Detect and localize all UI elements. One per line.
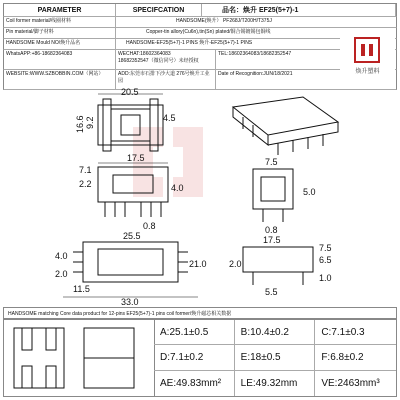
core-data-section bbox=[3, 319, 397, 397]
company-logo bbox=[340, 34, 395, 82]
dim-33-0: 33.0 bbox=[121, 297, 139, 307]
dim-9-2: 9.2 bbox=[85, 116, 95, 129]
dim-5-0: 5.0 bbox=[303, 187, 316, 197]
core-data-title: HANDSOME matching Core data product for 12-pins EF25(5+7)-1 pins coil former/焕升磁芯相关数据 bbox=[3, 307, 397, 319]
header-specification: SPECIFCATION bbox=[116, 4, 202, 16]
row-coil-material bbox=[3, 17, 397, 28]
dim-0-8-side: 0.8 bbox=[265, 225, 278, 235]
core-parameter-grid bbox=[154, 320, 396, 396]
header-product-name: 品名：焕升 EF25(5+7)-1 bbox=[202, 4, 396, 16]
date-of-recognition: Date of Recognition:JUN/18/2021 bbox=[218, 71, 293, 77]
core-ae: AE:49.83mm² bbox=[154, 371, 235, 396]
logo-icon bbox=[352, 36, 382, 64]
dim-4-0-b: 4.0 bbox=[55, 251, 68, 261]
label-coil-material: Coil former material/线圈材料 bbox=[4, 17, 116, 27]
dim-17-5-b: 17.5 bbox=[263, 235, 281, 245]
row-mould-no bbox=[3, 39, 397, 50]
dim-4-0: 4.0 bbox=[171, 183, 184, 193]
contact-tel: TEL:18602364083/18682352547 bbox=[218, 51, 292, 57]
dim-2-0: 2.0 bbox=[55, 269, 68, 279]
header-row bbox=[3, 3, 397, 17]
contact-wechat: WECHAT:18602364083 18682352547（微信同号）未经授权 bbox=[116, 50, 216, 69]
dim-5-5: 5.5 bbox=[265, 287, 278, 297]
value-coil-material: HANDSOME(焕升） PF268J/T200H/T375J bbox=[176, 18, 272, 24]
row-contact-1 bbox=[3, 50, 397, 70]
dim-2-2: 2.2 bbox=[79, 179, 92, 189]
dim-7-5: 7.5 bbox=[265, 157, 278, 167]
dim-16-6: 16.6 bbox=[75, 115, 85, 133]
contact-whatsapp: WhatsAPP:+86-18682364083 bbox=[4, 50, 116, 69]
dim-7-5-b: 7.5 bbox=[319, 243, 332, 253]
dim-17-5: 17.5 bbox=[127, 153, 145, 163]
core-a: A:25.1±0.5 bbox=[154, 320, 235, 345]
dim-6-5: 6.5 bbox=[319, 255, 332, 265]
logo-text: 焕升塑料 bbox=[355, 69, 380, 75]
dim-4-5: 4.5 bbox=[163, 113, 176, 123]
core-f: F:6.8±0.2 bbox=[315, 345, 396, 370]
side-view bbox=[253, 169, 293, 222]
core-ve: VE:2463mm³ bbox=[321, 377, 380, 389]
dim-2-0-b: 2.0 bbox=[229, 259, 242, 269]
header-parameter: PARAMETER bbox=[4, 4, 116, 16]
label-pin-material: Pin material/脚子材料 bbox=[4, 28, 116, 38]
technical-drawing bbox=[3, 87, 397, 307]
dim-21-0: 21.0 bbox=[189, 259, 207, 269]
dim-0-8: 0.8 bbox=[143, 221, 156, 231]
dim-20-5: 20.5 bbox=[121, 87, 139, 97]
core-b: B:10.4±0.2 bbox=[235, 320, 316, 345]
iso-view bbox=[233, 97, 338, 155]
bottom-view bbox=[73, 242, 188, 282]
core-e: E:18±0.5 bbox=[235, 345, 316, 370]
core-thumbnail bbox=[4, 320, 155, 396]
spec-sheet bbox=[3, 3, 397, 397]
dim-25-5: 25.5 bbox=[123, 231, 141, 241]
value-mould-no: HANDSOME-EF25(5+7)-1 PINS 焕升-EF25(5+7)-1 PINS bbox=[126, 40, 253, 46]
contact-address: ADD:东莞市石排下沙大道 276号焕升工业园 bbox=[116, 70, 216, 89]
core-c: C:7.1±0.3 bbox=[315, 320, 396, 345]
dim-7-1: 7.1 bbox=[79, 165, 92, 175]
row-pin-material bbox=[3, 28, 397, 39]
side-view-bottom bbox=[243, 247, 313, 285]
dim-11-5: 11.5 bbox=[73, 284, 90, 294]
value-pin-material: Copper-tin allory(Cu6n),tin(Sn) plated/铜合锡镀锡包铜线 bbox=[146, 29, 271, 35]
label-mould-no: HANDSOME Mould NO/焕升品名 bbox=[4, 39, 116, 49]
core-le: LE:49.32mm bbox=[235, 371, 316, 396]
contact-website: WEBSITE:WWW.SZBOBBIN.COM（网站） bbox=[4, 70, 116, 89]
dim-1-0: 1.0 bbox=[319, 273, 332, 283]
core-d: D:7.1±0.2 bbox=[154, 345, 235, 370]
